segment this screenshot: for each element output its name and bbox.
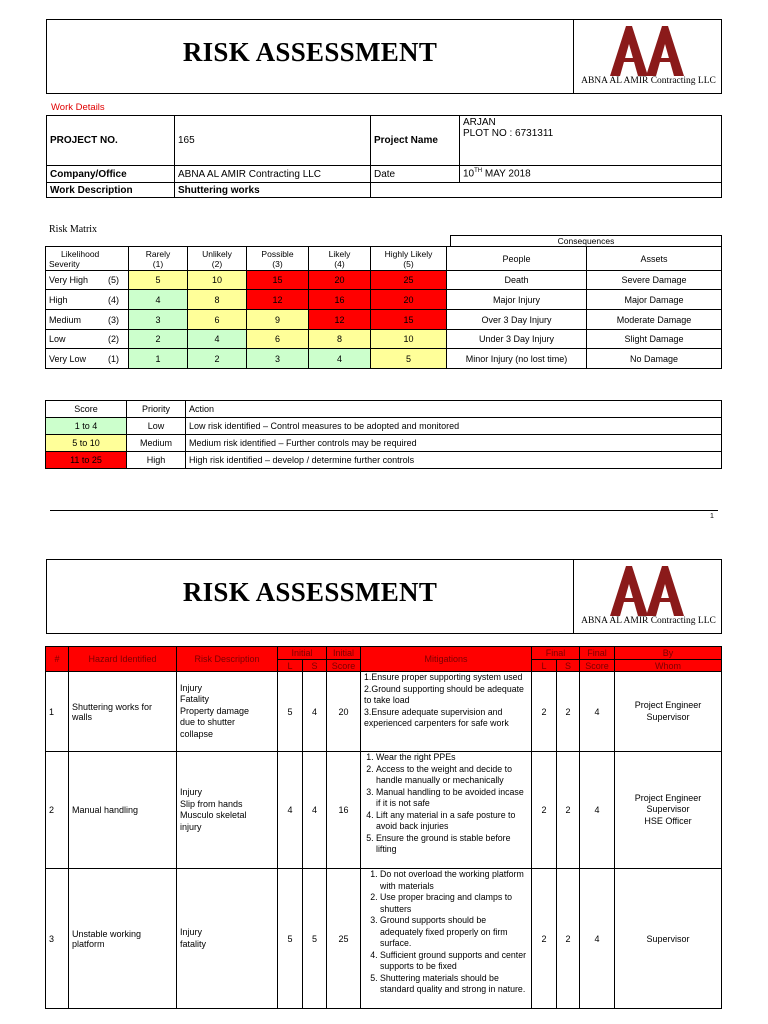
hdr-initial-score: Initial bbox=[327, 647, 361, 660]
final-score: 4 bbox=[580, 752, 615, 869]
final-score: 4 bbox=[580, 869, 615, 1009]
page-title: RISK ASSESSMENT bbox=[182, 577, 438, 607]
page-title: RISK ASSESSMENT bbox=[182, 37, 438, 67]
project-name-label: Project Name bbox=[371, 116, 460, 166]
project-name-line1: ARJAN bbox=[463, 117, 496, 128]
project-name-value bbox=[460, 116, 722, 166]
initial-score: 25 bbox=[327, 869, 361, 1009]
matrix-cell: 4 bbox=[129, 290, 188, 310]
hazard-table bbox=[45, 646, 722, 1009]
priority-cell: Low bbox=[127, 418, 186, 435]
col-header: Possible (3) bbox=[247, 247, 309, 271]
hazard-row bbox=[46, 672, 722, 752]
matrix-cell: 15 bbox=[371, 310, 447, 330]
page1-header bbox=[46, 19, 722, 94]
initial-s: 5 bbox=[303, 869, 327, 1009]
hdr-num: # bbox=[46, 647, 69, 672]
initial-l: 5 bbox=[278, 672, 303, 752]
col-header: Unlikely (2) bbox=[188, 247, 247, 271]
hdr-initial: Initial bbox=[278, 647, 327, 660]
initial-l: 4 bbox=[278, 752, 303, 869]
matrix-cell: 10 bbox=[188, 271, 247, 290]
people-cell: Under 3 Day Injury bbox=[447, 330, 587, 349]
risk-description: Injury Fatality Property damage due to shutter collapse bbox=[177, 672, 278, 752]
score-header: Score bbox=[46, 401, 127, 418]
likelihood-severity-header bbox=[46, 247, 129, 271]
hazard-num: 2 bbox=[46, 752, 69, 869]
page2-header bbox=[46, 559, 722, 634]
matrix-cell: 3 bbox=[247, 349, 309, 369]
matrix-cell: 20 bbox=[309, 271, 371, 290]
col-header: Highly Likely (5) bbox=[371, 247, 447, 271]
matrix-cell: 9 bbox=[247, 310, 309, 330]
hdr-risk: Risk Description bbox=[177, 647, 278, 672]
final-l: 2 bbox=[532, 672, 557, 752]
matrix-cell: 12 bbox=[309, 310, 371, 330]
people-header: People bbox=[447, 247, 587, 271]
score-row bbox=[46, 435, 722, 452]
matrix-cell: 5 bbox=[129, 271, 188, 290]
by-whom: Supervisor bbox=[615, 869, 722, 1009]
company-label: Company/Office bbox=[47, 166, 175, 183]
matrix-cell: 12 bbox=[247, 290, 309, 310]
project-no-label: PROJECT NO. bbox=[47, 116, 175, 166]
matrix-cell: 4 bbox=[188, 330, 247, 349]
action-cell: Low risk identified – Control measures to be adopted and monitored bbox=[186, 418, 722, 435]
project-no-value: 165 bbox=[175, 116, 371, 166]
severity-cell: Low (2) bbox=[46, 330, 129, 349]
initial-s: 4 bbox=[303, 752, 327, 869]
initial-s: 4 bbox=[303, 672, 327, 752]
severity-cell: Very Low (1) bbox=[46, 349, 129, 369]
matrix-cell: 6 bbox=[247, 330, 309, 349]
risk-description: Injury fatality bbox=[177, 869, 278, 1009]
company-logo bbox=[574, 560, 723, 633]
hdr-final-score-word: Score bbox=[580, 660, 615, 672]
final-l: 2 bbox=[532, 752, 557, 869]
hazard-name: Unstable working platform bbox=[69, 869, 177, 1009]
date-sup: TH bbox=[474, 168, 483, 175]
matrix-row bbox=[46, 271, 722, 290]
hazard-num: 1 bbox=[46, 672, 69, 752]
priority-cell: High bbox=[127, 452, 186, 469]
hazard-row bbox=[46, 869, 722, 1009]
score-cell: 1 to 4 bbox=[46, 418, 127, 435]
mitigations: 1.Ensure proper supporting system used 2.Ground supporting should be adequate to take load 3.Ensure adequate supervision and experienced carpenters for safe work bbox=[361, 672, 532, 752]
matrix-cell: 25 bbox=[371, 271, 447, 290]
hdr-final: Final bbox=[532, 647, 580, 660]
work-details-table bbox=[46, 115, 722, 198]
assets-header: Assets bbox=[587, 247, 722, 271]
matrix-cell: 2 bbox=[188, 349, 247, 369]
assets-cell: No Damage bbox=[587, 349, 722, 369]
final-l: 2 bbox=[532, 869, 557, 1009]
by-whom: Project Engineer Supervisor bbox=[615, 672, 722, 752]
company-value: ABNA AL AMIR Contracting LLC bbox=[175, 166, 371, 183]
action-cell: Medium risk identified – Further controls may be required bbox=[186, 435, 722, 452]
consequences-header: Consequences bbox=[450, 235, 722, 246]
final-s: 2 bbox=[557, 672, 580, 752]
people-cell: Death bbox=[447, 271, 587, 290]
hdr-final-l: L bbox=[532, 660, 557, 672]
score-row bbox=[46, 452, 722, 469]
hdr-by: By bbox=[615, 647, 722, 660]
matrix-cell: 3 bbox=[129, 310, 188, 330]
score-cell: 11 to 25 bbox=[46, 452, 127, 469]
hdr-l: L bbox=[278, 660, 303, 672]
assets-cell: Severe Damage bbox=[587, 271, 722, 290]
by-whom: Project Engineer Supervisor HSE Officer bbox=[615, 752, 722, 869]
final-score: 4 bbox=[580, 672, 615, 752]
date-day: 10 bbox=[463, 168, 475, 180]
hdr-mitigations: Mitigations bbox=[361, 647, 532, 672]
initial-l: 5 bbox=[278, 869, 303, 1009]
final-s: 2 bbox=[557, 752, 580, 869]
people-cell: Minor Injury (no lost time) bbox=[447, 349, 587, 369]
matrix-cell: 8 bbox=[309, 330, 371, 349]
hdr-whom: Whom bbox=[615, 660, 722, 672]
hazard-name: Shuttering works for walls bbox=[69, 672, 177, 752]
severity-cell: High (4) bbox=[46, 290, 129, 310]
matrix-row bbox=[46, 310, 722, 330]
hdr-hazard: Hazard Identified bbox=[69, 647, 177, 672]
logo-company-name: ABNA AL AMIR Contracting LLC bbox=[581, 616, 716, 626]
work-desc-label: Work Description bbox=[47, 183, 175, 198]
date-value bbox=[460, 166, 722, 183]
hdr-final-score: Final bbox=[580, 647, 615, 660]
assets-cell: Slight Damage bbox=[587, 330, 722, 349]
matrix-row bbox=[46, 330, 722, 349]
matrix-cell: 16 bbox=[309, 290, 371, 310]
hdr-s: S bbox=[303, 660, 327, 672]
initial-score: 16 bbox=[327, 752, 361, 869]
action-header: Action bbox=[186, 401, 722, 418]
severity-cell: Very High (5) bbox=[46, 271, 129, 290]
company-logo bbox=[574, 20, 723, 93]
work-details-label: Work Details bbox=[51, 102, 105, 113]
logo-company-name: ABNA AL AMIR Contracting LLC bbox=[581, 76, 716, 86]
project-name-line2: PLOT NO : 6731311 bbox=[463, 128, 554, 139]
col-header: Rarely (1) bbox=[129, 247, 188, 271]
matrix-cell: 8 bbox=[188, 290, 247, 310]
final-s: 2 bbox=[557, 869, 580, 1009]
initial-score: 20 bbox=[327, 672, 361, 752]
priority-header: Priority bbox=[127, 401, 186, 418]
risk-matrix-table bbox=[45, 246, 722, 369]
work-desc-value: Shuttering works bbox=[175, 183, 371, 198]
date-label: Date bbox=[371, 166, 460, 183]
people-cell: Over 3 Day Injury bbox=[447, 310, 587, 330]
assets-cell: Major Damage bbox=[587, 290, 722, 310]
matrix-cell: 20 bbox=[371, 290, 447, 310]
mitigations: 1. Wear the right PPEs 2. Access to the weight and decide to handle manually or mechanically 3. Manual handling to be avoided incase if it is not safe 4. Lift any material in a safe posture to avoid back injuries 5. Ensure the ground is stable before lifting bbox=[361, 752, 532, 869]
matrix-row bbox=[46, 349, 722, 369]
matrix-cell: 5 bbox=[371, 349, 447, 369]
action-cell: High risk identified – develop / determine further controls bbox=[186, 452, 722, 469]
hazard-row bbox=[46, 752, 722, 869]
page-divider bbox=[50, 510, 718, 511]
date-rest: MAY 2018 bbox=[482, 168, 531, 180]
risk-description: Injury Slip from hands Musculo skeletal injury bbox=[177, 752, 278, 869]
hazard-num: 3 bbox=[46, 869, 69, 1009]
matrix-cell: 1 bbox=[129, 349, 188, 369]
matrix-cell: 4 bbox=[309, 349, 371, 369]
score-cell: 5 to 10 bbox=[46, 435, 127, 452]
matrix-cell: 2 bbox=[129, 330, 188, 349]
people-cell: Major Injury bbox=[447, 290, 587, 310]
matrix-cell: 15 bbox=[247, 271, 309, 290]
col-header: Likely (4) bbox=[309, 247, 371, 271]
hdr-score: Score bbox=[327, 660, 361, 672]
matrix-row bbox=[46, 290, 722, 310]
mitigations: 1. Do not overload the working platform with materials 2. Use proper bracing and clamps to shutters 3. Ground supports should be adequately fixed properly on firm surface. 4. Sufficient ground supports and center supports to be fixed 5. Shuttering materials should be standard quality and strong in nature. bbox=[361, 869, 532, 1009]
priority-cell: Medium bbox=[127, 435, 186, 452]
matrix-cell: 6 bbox=[188, 310, 247, 330]
hazard-name: Manual handling bbox=[69, 752, 177, 869]
matrix-cell: 10 bbox=[371, 330, 447, 349]
score-row bbox=[46, 418, 722, 435]
severity-label: Severity bbox=[49, 258, 80, 269]
severity-cell: Medium (3) bbox=[46, 310, 129, 330]
hdr-final-s: S bbox=[557, 660, 580, 672]
page-number: 1 bbox=[710, 513, 714, 520]
risk-matrix-label: Risk Matrix bbox=[49, 224, 98, 235]
assets-cell: Moderate Damage bbox=[587, 310, 722, 330]
likelihood-label: Likelihood bbox=[61, 248, 100, 259]
score-table bbox=[45, 400, 722, 469]
